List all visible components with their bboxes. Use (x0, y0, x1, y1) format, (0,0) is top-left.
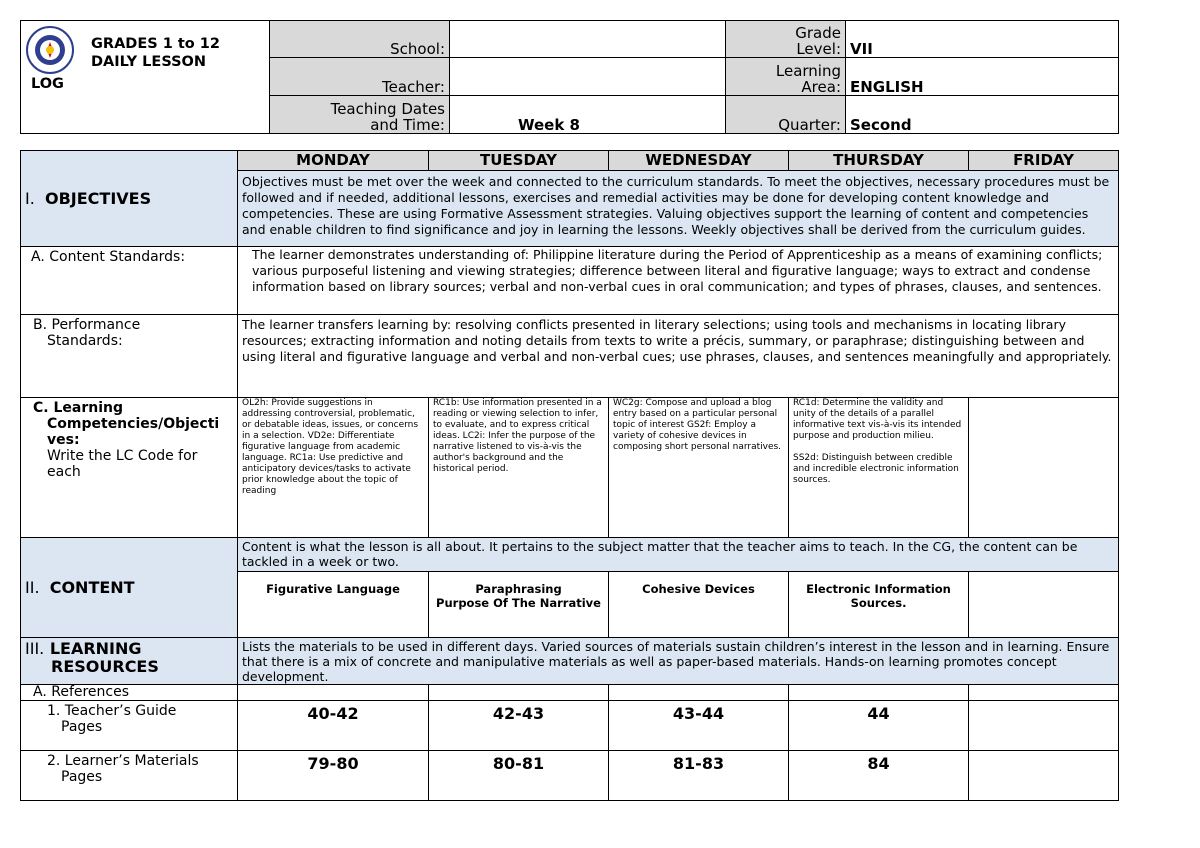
teachers-guide-label: 1. Teacher’s Guide Pages (21, 701, 238, 751)
content-standards-label: A. Content Standards: (21, 247, 238, 315)
competency-friday (969, 398, 1119, 538)
lm-pages-thursday: 84 (789, 751, 969, 801)
lm-pages-tuesday: 80-81 (429, 751, 609, 801)
area-label: Learning Area: (726, 58, 846, 96)
day-header-monday: MONDAY (238, 151, 429, 171)
content-heading: II. CONTENT (21, 538, 238, 638)
title-line-1: GRADES 1 to 12 (91, 36, 220, 52)
tg-pages-friday (969, 701, 1119, 751)
tg-pages-monday: 40-42 (238, 701, 429, 751)
quarter-field[interactable]: Second (846, 96, 1119, 134)
content-thursday: Electronic Information Sources. (789, 572, 969, 638)
competency-tuesday: RC1b: Use information presented in a reading or viewing selection to infer, to evaluate, and to express critical ideas. LC2i: Infer the purpose of the narrative listened to vis-à-vis the author's background and the historical period. (429, 398, 609, 538)
title-line-3: LOG (31, 76, 64, 92)
grade-field[interactable]: VII (846, 21, 1119, 58)
content-wednesday: Cohesive Devices (609, 572, 789, 638)
references-thursday (789, 685, 969, 701)
learners-materials-label: 2. Learner’s Materials Pages (21, 751, 238, 801)
teacher-label: Teacher: (270, 58, 450, 96)
resources-text: Lists the materials to be used in different days. Varied sources of materials sustain children’s interest in the lesson and in learning. Ensure that there is a mix of concrete and manipulative materials as well as paper-based materials. Hands-on learning promotes concept development. (238, 638, 1119, 685)
lm-pages-wednesday: 81-83 (609, 751, 789, 801)
competency-thursday: RC1d: Determine the validity and unity of the details of a parallel informative text vis-à-vis its intended purpose and production milieu. SS2d: Distinguish between credible and incredible electronic information sources. (789, 398, 969, 538)
objectives-heading: I. OBJECTIVES (21, 151, 238, 247)
tg-pages-wednesday: 43-44 (609, 701, 789, 751)
school-field[interactable] (450, 21, 726, 58)
content-monday: Figurative Language (238, 572, 429, 638)
day-header-tuesday: TUESDAY (429, 151, 609, 171)
content-standards-text: The learner demonstrates understanding of: Philippine literature during the Period of Apprenticeship as a means of examining conflicts; various purposeful listening and viewing strategies; difference between literal and figurative language; ways to extract and condense information based on library sources; verbal and non-verbal cues in oral communication; and types of phrases, clauses, and sentences. (238, 247, 1119, 315)
deped-seal-icon (25, 25, 75, 75)
day-header-wednesday: WEDNESDAY (609, 151, 789, 171)
tg-pages-tuesday: 42-43 (429, 701, 609, 751)
grade-label: Grade Level: (726, 21, 846, 58)
quarter-label: Quarter: (726, 96, 846, 134)
dates-field[interactable]: Week 8 (450, 96, 726, 134)
day-header-friday: FRIDAY (969, 151, 1119, 171)
school-label: School: (270, 21, 450, 58)
performance-standards-text: The learner transfers learning by: resolving conflicts presented in literary selections; using tools and mechanisms in locating library resources; extracting information and noting details from texts to write a précis, summary, or paraphrase; distinguishing between and using literal and figurative language and verbal and non-verbal cues; use phrases, clauses, and sentences meaningfully and appropriately. (238, 315, 1119, 398)
day-header-thursday: THURSDAY (789, 151, 969, 171)
content-text: Content is what the lesson is all about. It pertains to the subject matter that the teacher aims to teach. In the CG, the content can be tackled in a week or two. (238, 538, 1119, 572)
references-monday (238, 685, 429, 701)
references-wednesday (609, 685, 789, 701)
dates-label: Teaching Dates and Time: (270, 96, 450, 134)
performance-standards-label: B. Performance Standards: (21, 315, 238, 398)
header-table (20, 20, 1119, 134)
competency-wednesday: WC2g: Compose and upload a blog entry based on a particular personal topic of interest GS2f: Employ a variety of cohesive devices in composing short personal narratives. (609, 398, 789, 538)
lm-pages-friday (969, 751, 1119, 801)
title-line-2: DAILY LESSON (91, 54, 207, 70)
logo-cell (21, 21, 270, 134)
competency-monday: OL2h: Provide suggestions in addressing controversial, problematic, or debatable ideas, issues, or concerns in a selection. VD2e: Differentiate figurative language from academic language. RC1a: Use predictive and anticipatory devices/tasks to activate prior knowledge about the topic of reading (238, 398, 429, 538)
content-friday (969, 572, 1119, 638)
tg-pages-thursday: 44 (789, 701, 969, 751)
competencies-label: C. Learning Competencies/Objecti ves: Write the LC Code for each (21, 398, 238, 538)
references-friday (969, 685, 1119, 701)
resources-heading: III. LEARNING RESOURCES (21, 638, 238, 685)
lesson-log-table (20, 150, 1119, 801)
content-tuesday: Paraphrasing Purpose Of The Narrative (429, 572, 609, 638)
references-label: A. References (21, 685, 238, 701)
area-field[interactable]: ENGLISH (846, 58, 1119, 96)
references-tuesday (429, 685, 609, 701)
lm-pages-monday: 79-80 (238, 751, 429, 801)
objectives-text: Objectives must be met over the week and connected to the curriculum standards. To meet the objectives, necessary procedures must be followed and if needed, additional lessons, exercises and remedial activities may be done for developing content knowledge and competencies. These are using Formative Assessment strategies. Valuing objectives support the learning of content and competencies and enable children to find significance and joy in learning the lessons. Weekly objectives shall be derived from the curriculum guides. (238, 171, 1119, 247)
teacher-field[interactable] (450, 58, 726, 96)
